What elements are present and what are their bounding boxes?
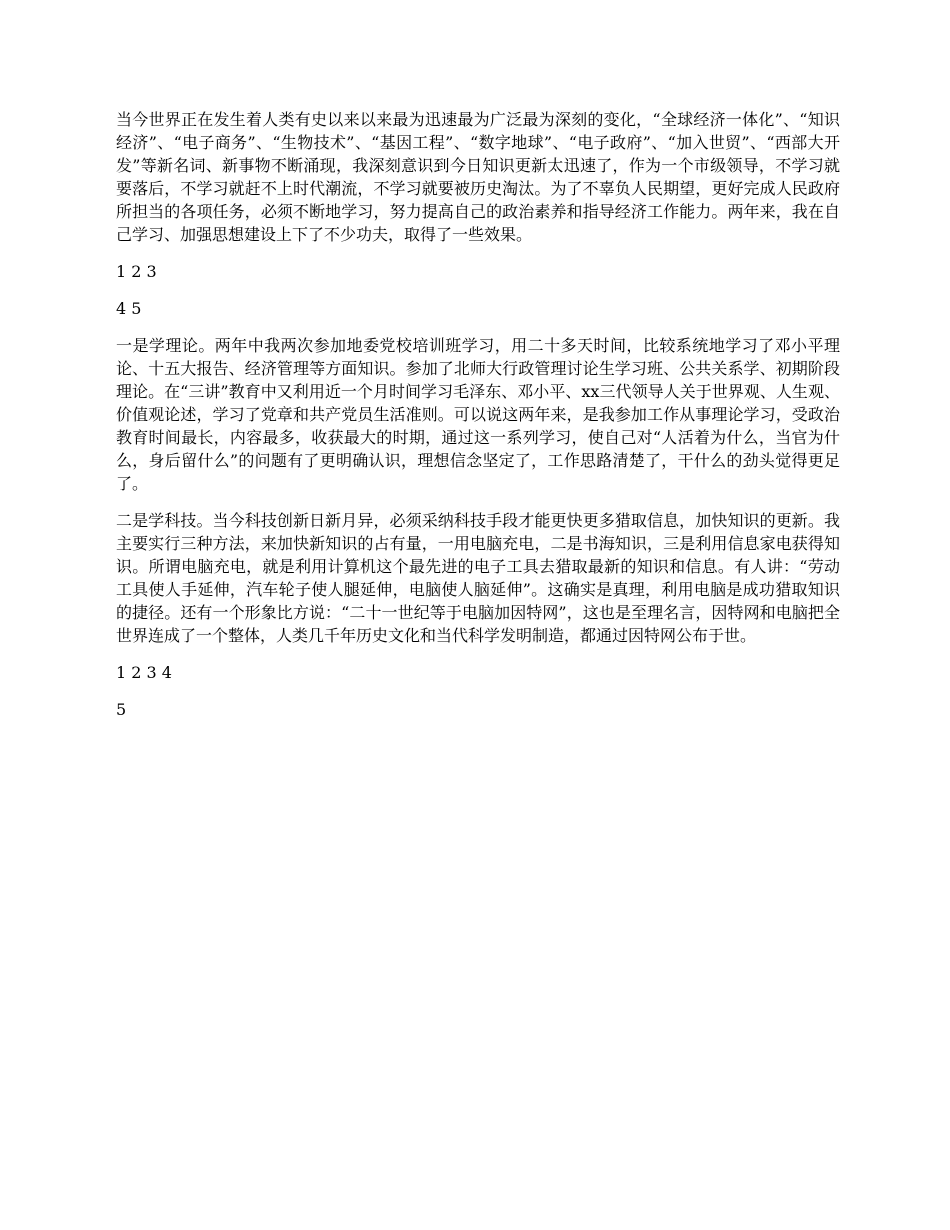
page-numbers-line: 5	[116, 700, 127, 719]
paragraph-study-theory: 一是学理论。两年中我两次参加地委党校培训班学习，用二十多天时间，比较系统地学习了邓小平理论、十五大报告、经济管理等方面知识。参加了北师大行政管理讨论生学习班、公共关系学、初期阶段理论。在“三讲”教育中又利用近一个月时间学习毛泽东、邓小平、xx三代领导人关于世界观、人生观、价值观论述，学习了党章和共产党员生活准则。可以说这两年来，是我参加工作从事理论学习，受政治教育时间最长，内容最多，收获最大的时期，通过这一系列学习，使自己对“人活着为什么，当官为什么，身后留什么”的问题有了更明确认识，理想信念坚定了，工作思路清楚了，干什么的劲头觉得更足了。	[116, 336, 840, 493]
page-numbers-line: 4 5	[116, 299, 142, 318]
document-page	[116, 108, 840, 735]
paragraph-intro: 当今世界正在发生着人类有史以来以来最为迅速最为广泛最为深刻的变化，“全球经济一体化”、“知识经济”、“电子商务”、“生物技术”、“基因工程”、“数字地球”、“电子政府”、“加入世贸”、“西部大开发”等新名词、新事物不断涌现，我深刻意识到今日知识更新太迅速了，作为一个市级领导，不学习就要落后，不学习就赶不上时代潮流，不学习就要被历史淘汰。为了不辜负人民期望，更好完成人民政府所担当的各项任务，必须不断地学习，努力提高自己的政治素养和指导经济工作能力。两年来，我在自己学习、加强思想建设上下了不少功夫，取得了一些效果。	[116, 110, 840, 244]
paragraph-study-technology: 二是学科技。当今科技创新日新月异，必须采纳科技手段才能更快更多猎取信息，加快知识的更新。我主要实行三种方法，来加快新知识的占有量，一用电脑充电，二是书海知识，三是利用信息家电获得知识。所谓电脑充电，就是利用计算机这个最先进的电子工具去猎取最新的知识和信息。有人讲：“劳动工具使人手延伸，汽车轮子使人腿延伸，电脑使人脑延伸”。这确实是真理，利用电脑是成功猎取知识的捷径。还有一个形象比方说：“二十一世纪等于电脑加因特网”，这也是至理名言，因特网和电脑把全世界连成了一个整体，人类几千年历史文化和当代科学发明制造，都通过因特网公布于世。	[116, 511, 840, 645]
page-numbers-line: 1 2 3	[116, 262, 157, 281]
page-numbers-line: 1 2 3 4	[116, 663, 172, 682]
